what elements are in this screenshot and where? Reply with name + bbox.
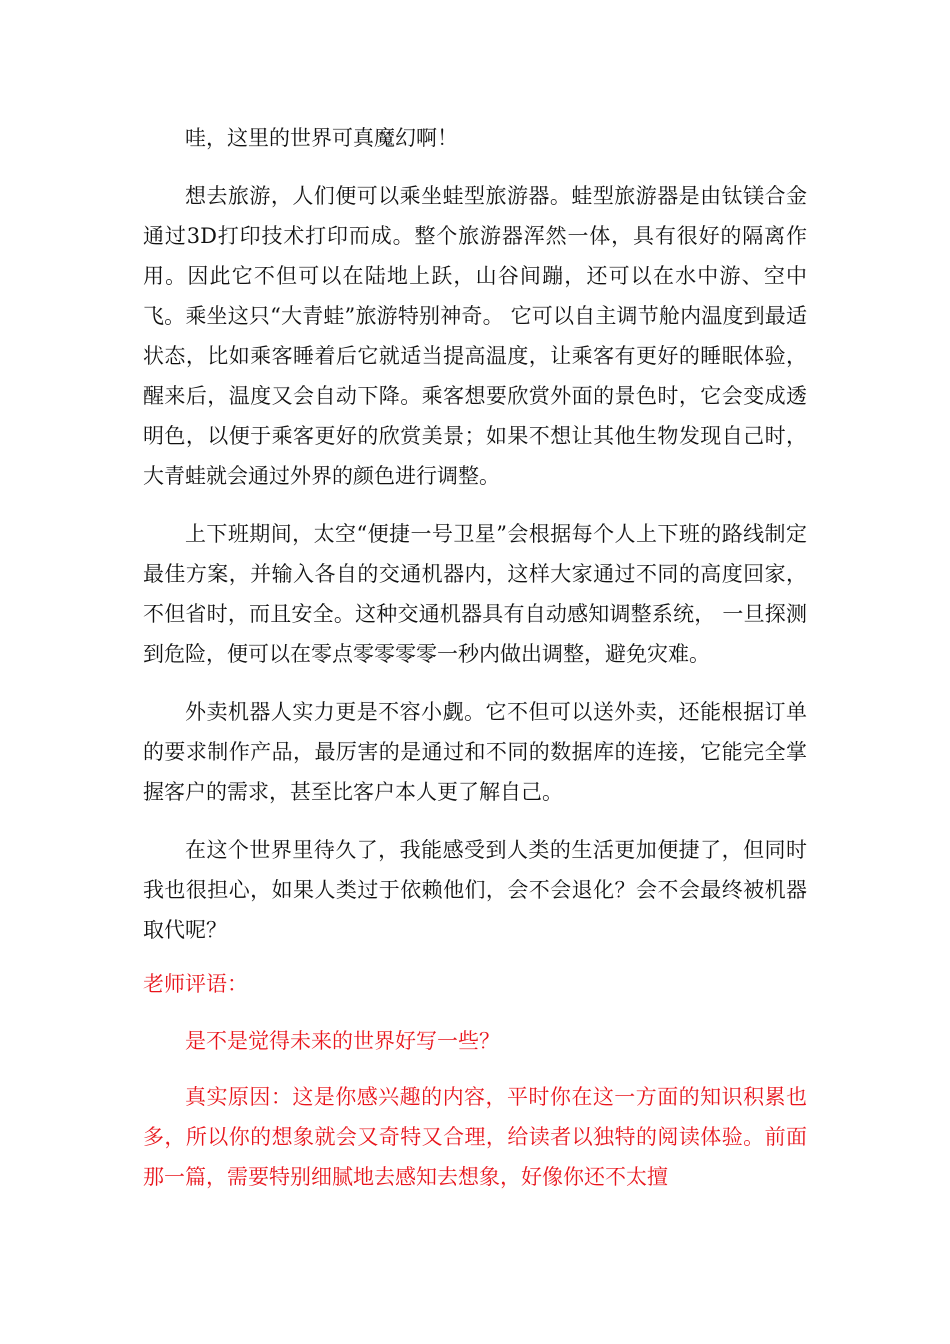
essay-paragraph-5: 在这个世界里待久了，我能感受到人类的生活更加便捷了，但同时我也很担心，如果人类过于依赖他们，会不会退化？会不会最终被机器取代呢？ bbox=[143, 838, 807, 942]
essay-paragraph-3: 上下班期间，太空“便捷一号卫星”会根据每个人上下班的路线制定最佳方案，并输入各自的交通机器内，这样大家通过不同的高度回家，不但省时，而且安全。这种交通机器具有自动感知调整系统， 一旦探测到危险，便可以在零点零零零零一秒内做出调整，避免灾难。 bbox=[143, 522, 807, 666]
document-body bbox=[143, 118, 807, 1213]
essay-paragraph-4: 外卖机器人实力更是不容小觑。它不但可以送外卖，还能根据订单的要求制作产品，最厉害的是通过和不同的数据库的连接，它能完全掌握客户的需求，甚至比客户本人更了解自己。 bbox=[143, 700, 807, 804]
essay-paragraph-2: 想去旅游，人们便可以乘坐蛙型旅游器。蛙型旅游器是由钛镁合金通过3D打印技术打印而成。整个旅游器浑然一体，具有很好的隔离作用。因此它不但可以在陆地上跃，山谷间蹦，还可以在水中游、空中飞。乘坐这只“大青蛙”旅游特别神奇。 它可以自主调节舱内温度到最适状态，比如乘客睡着后它就适当提高温度，让乘客有更好的睡眠体验，醒来后，温度又会自动下降。乘客想要欣赏外面的景色时，它会变成透明色，以便于乘客更好的欣赏美景；如果不想让其他生物发现自己时，大青蛙就会通过外界的颜色进行调整。 bbox=[143, 184, 807, 488]
teacher-comment-paragraph-2: 真实原因：这是你感兴趣的内容，平时你在这一方面的知识积累也多，所以你的想象就会又奇特又合理，给读者以独特的阅读体验。前面那一篇，需要特别细腻地去感知去想象，好像你还不太擅 bbox=[143, 1085, 807, 1189]
essay-paragraph-1: 哇，这里的世界可真魔幻啊！ bbox=[185, 126, 458, 150]
teacher-comment-heading: 老师评语： bbox=[143, 972, 248, 996]
teacher-comment-paragraph-1: 是不是觉得未来的世界好写一些？ bbox=[185, 1029, 500, 1053]
